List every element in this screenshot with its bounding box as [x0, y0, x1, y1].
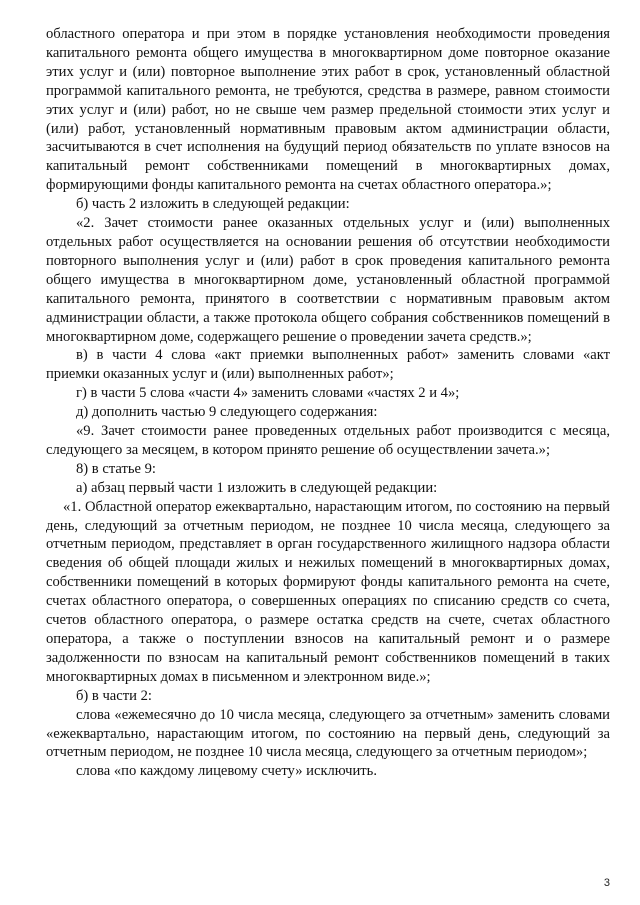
paragraph-item-8: 8) в статье 9:: [76, 460, 156, 477]
paragraph-part-1-text: «1. Областной оператор ежеквартально, нарастающим итогом, по состоянию на первый день, следующий за отчетным периодом, не позднее 10 числа месяца, следующего за отчетным периодом, представляет в орган государственного жилищного надзора области сведения об общей площади жилых и нежилых помещений в многоквартирных домах, собственники помещений в которых формируют фонды капитального ремонта на счете, счетах областного оператора, о совершенных операциях по списанию средств со счета, счетов областного оператора, о размере остатка средств на счете, счетах областного оператора, а также о поступлении взносов на капитальный ремонт и о размере задолженности по взносам на капитальный ремонт собственников помещений в таких многоквартирных домах в письменном и электронном виде.»;: [46, 498, 610, 685]
paragraph-item-g: г) в части 5 слова «части 4» заменить словами «частях 2 и 4»;: [76, 385, 460, 402]
paragraph-replace-words: слова «ежемесячно до 10 числа месяца, следующего за отчетным» заменить словами «ежеквартально, нарастающим итогом, по состоянию на первый день, следующий за отчетным периодом, не позднее 10 числа месяца, следующего за отчетным периодом»;: [46, 706, 610, 761]
paragraph-part-2-text: «2. Зачет стоимости ранее оказанных отдельных услуг и (или) выполненных отдельных работ осуществляется на основании решения об отсутствии необходимости повторного выполнения услуг и (или) работ в срок проведения капитального ремонта общего имущества в многоквартирном доме, установленный областной программой капитального ремонта, принятого в соответствии с нормативным правовым актом администрации области, а также протокола общего собрания собственников помещений в многоквартирном доме, содержащего решение о проведении зачета средств.»;: [46, 215, 610, 345]
paragraph-item-a: а) абзац первый части 1 изложить в следующей редакции:: [76, 479, 438, 496]
paragraph-item-b-part-2: б) в части 2:: [76, 687, 152, 704]
page-number: 3: [603, 877, 610, 889]
document-page: [46, 25, 610, 781]
paragraph-part-9-text: «9. Зачет стоимости ранее проведенных отдельных работ производится с месяца, следующего за месяцем, в котором принято решение об осуществлении зачета.»;: [46, 423, 610, 458]
paragraph-item-d: д) дополнить частью 9 следующего содержания:: [76, 404, 378, 421]
paragraph-item-v: в) в части 4 слова «акт приемки выполненных работ» заменить словами «акт приемки оказанных услуг и (или) выполненных работ»;: [46, 347, 610, 383]
paragraph-item-b: б) часть 2 изложить в следующей редакции:: [76, 196, 350, 213]
paragraph-continuation: областного оператора и при этом в порядке установления необходимости проведения капитального ремонта общего имущества в многоквартирном доме повторное оказание этих услуг и (или) повторное выполнение этих работ в срок, установленный областной программой капитального ремонта, не требуются, средства в размере, равном стоимости этих услуг и (или) работ, но не свыше чем размер предельной стоимости этих услуг и (или) работ, установленный нормативным правовым актом администрации области, засчитываются в счет исполнения на будущий период обязательств по уплате взносов на капитальный ремонт собственниками помещений в многоквартирных домах, формирующими фонды капитального ремонта на счетах областного оператора.»;: [46, 26, 610, 194]
paragraph-exclude-words: слова «по каждому лицевому счету» исключить.: [76, 763, 377, 780]
